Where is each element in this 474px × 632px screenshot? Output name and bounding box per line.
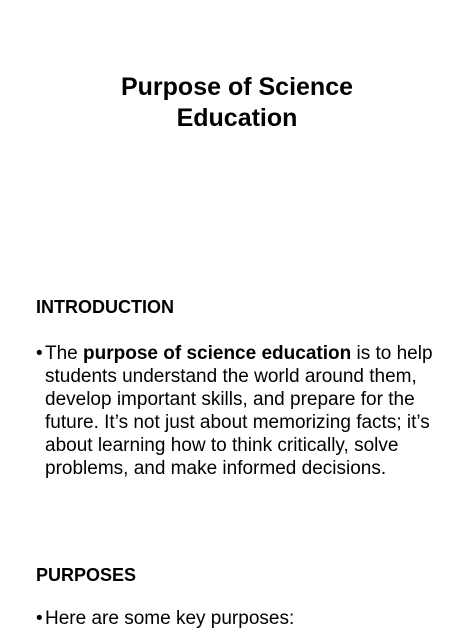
intro-bold-phrase: purpose of science education: [83, 343, 352, 364]
purposes-paragraph: Here are some key purposes:: [45, 608, 295, 629]
introduction-heading: INTRODUCTION: [36, 297, 174, 317]
intro-text-rest: is to help students understand the world around them, develop important skills, and prepare for the future. It’s not just about memorizing facts; it’s about learning how to think critically, solve problems, and make informed decisions.: [45, 343, 433, 479]
page-title-line-2: Education: [176, 104, 298, 132]
introduction-paragraph: [36, 342, 446, 480]
page-title-line-1: Purpose of Science: [120, 73, 354, 101]
bullet-marker: •: [36, 608, 43, 629]
bullet-marker: •: [36, 343, 43, 364]
purposes-heading: PURPOSES: [36, 565, 137, 585]
purposes-bullet: [36, 607, 446, 630]
introduction-bullet: [36, 342, 446, 480]
intro-text-start: The: [45, 343, 84, 364]
page-title: [0, 72, 474, 134]
